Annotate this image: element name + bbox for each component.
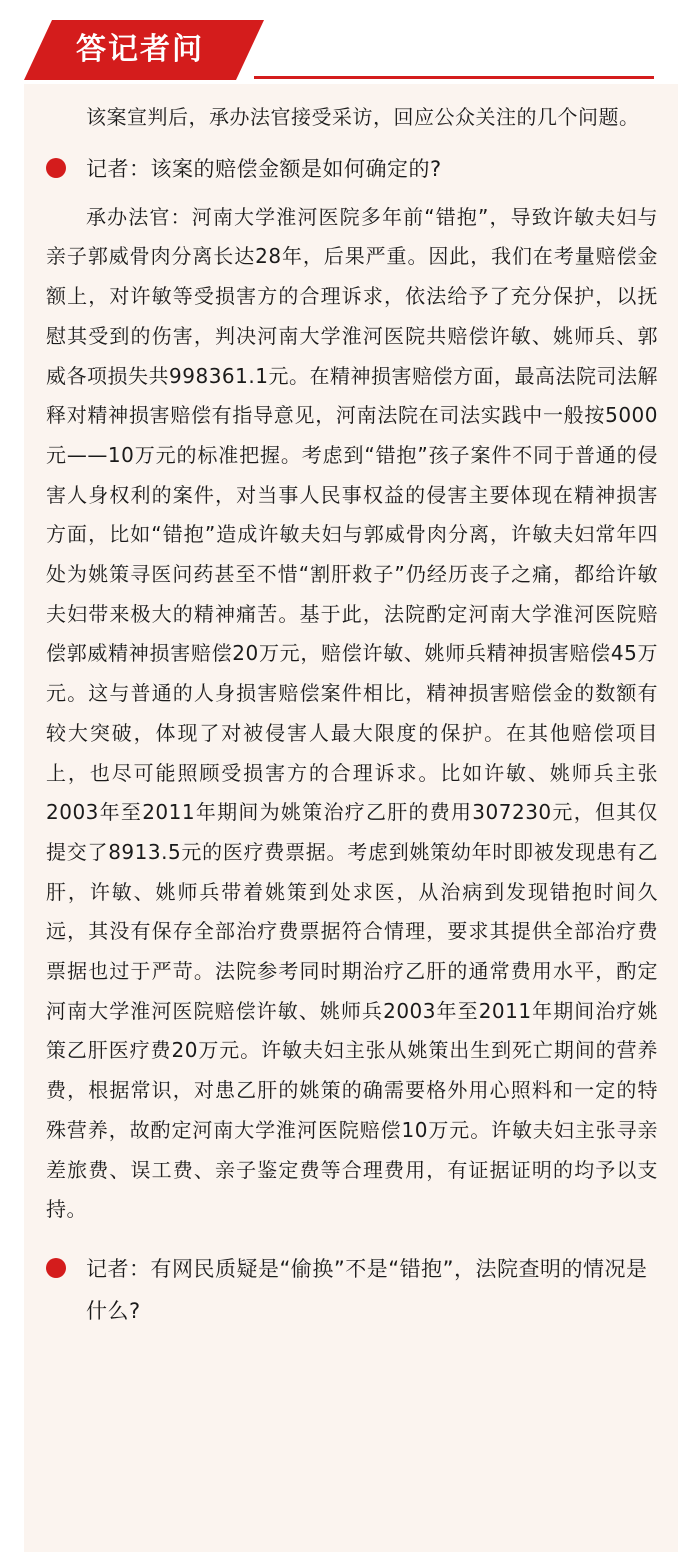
question-1 bbox=[46, 148, 658, 190]
question-2-text: 记者：有网民质疑是“偷换”不是“错抱”，法院查明的情况是什么? bbox=[86, 1256, 648, 1323]
title-underline bbox=[254, 76, 654, 79]
question-1-text: 记者：该案的赔偿金额是如何确定的? bbox=[86, 156, 442, 181]
section-title: 答记者问 bbox=[76, 32, 204, 67]
red-dot-icon bbox=[46, 1258, 66, 1278]
section-header bbox=[0, 0, 700, 86]
title-tab bbox=[24, 20, 274, 80]
answer-1-paragraph: 承办法官：河南大学淮河医院多年前“错抱”，导致许敏夫妇与亲子郭威骨肉分离长达28年，后果严重。因此，我们在考量赔偿金额上，对许敏等受损害方的合理诉求，依法给予了充分保护，以抚慰其受到的伤害，判决河南大学淮河医院共赔偿许敏、姚师兵、郭威各项损失共998361.1元。在精神损害赔偿方面，最高法院司法解释对精神损害赔偿有指导意见，河南法院在司法实践中一般按5000元——10万元的标准把握。考虑到“错抱”孩子案件不同于普通的侵害人身权利的案件，对当事人民事权益的侵害主要体现在精神损害方面，比如“错抱”造成许敏夫妇与郭威骨肉分离，许敏夫妇常年四处为姚策寻医问药甚至不惜“割肝救子”仍经历丧子之痛，都给许敏夫妇带来极大的精神痛苦。基于此，法院酌定河南大学淮河医院赔偿郭威精神损害赔偿20万元，赔偿许敏、姚师兵精神损害赔偿45万元。这与普通的人身损害赔偿案件相比，精神损害赔偿金的数额有较大突破，体现了对被侵害人最大限度的保护。在其他赔偿项目上，也尽可能照顾受损害方的合理诉求。比如许敏、姚师兵主张2003年至2011年期间为姚策治疗乙肝的费用307230元，但其仅提交了8913.5元的医疗费票据。考虑到姚策幼年时即被发现患有乙肝，许敏、姚师兵带着姚策到处求医，从治病到发现错抱时间久远，其没有保存全部治疗费票据符合情理，要求其提供全部治疗费票据也过于严苛。法院参考同时期治疗乙肝的通常费用水平，酌定河南大学淮河医院赔偿许敏、姚师兵2003年至2011年期间治疗姚策乙肝医疗费20万元。许敏夫妇主张从姚策出生到死亡期间的营养费，根据常识，对患乙肝的姚策的确需要格外用心照料和一定的特殊营养，故酌定河南大学淮河医院赔偿10万元。许敏夫妇主张寻亲差旅费、误工费、亲子鉴定费等合理费用，有证据证明的均予以支持。 bbox=[46, 204, 658, 1222]
question-2 bbox=[46, 1248, 658, 1332]
article-body bbox=[46, 98, 658, 1332]
red-dot-icon bbox=[46, 158, 66, 178]
intro-paragraph: 该案宣判后，承办法官接受采访，回应公众关注的几个问题。 bbox=[86, 105, 640, 129]
